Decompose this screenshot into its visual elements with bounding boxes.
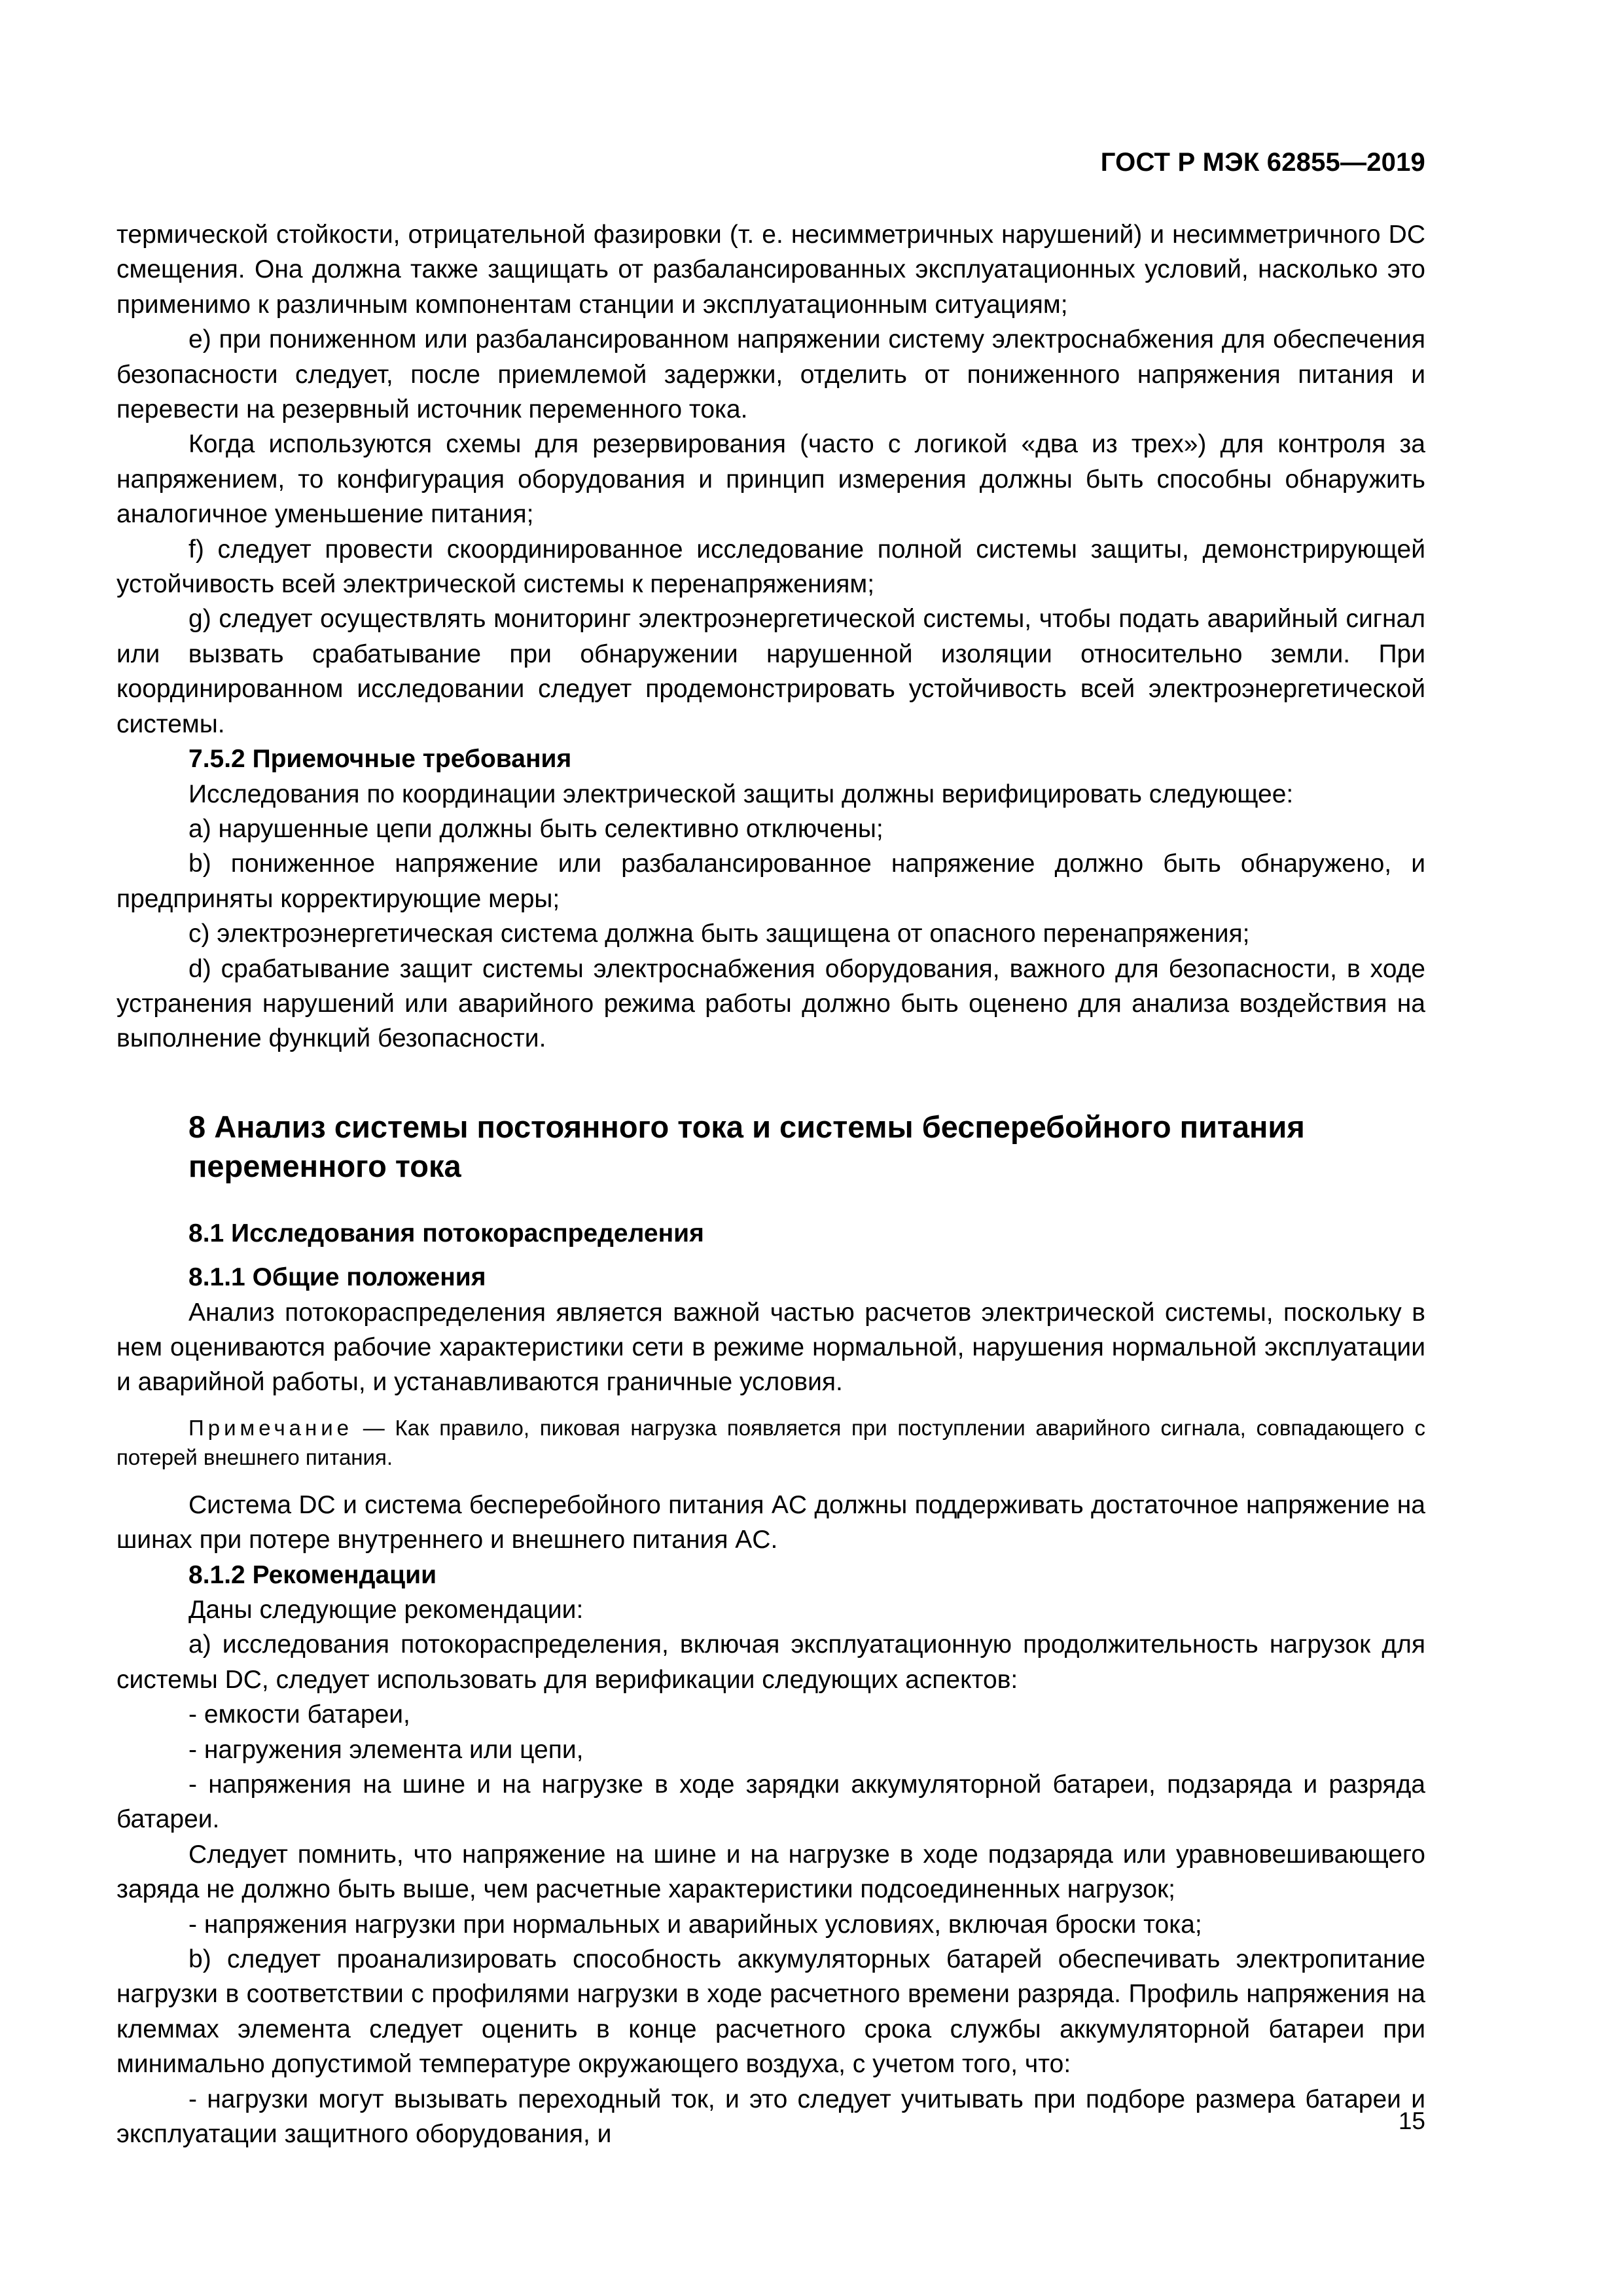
paragraph-remember: Следует помнить, что напряжение на шине и на нагрузке в ходе подзаряда или уравновешивающего заряда не должно быть выше, чем расчетные характеристики подсоединенных нагрузок;	[116, 1840, 1425, 1904]
list-item-8-1-2-a: a) исследования потокораспределения, включая эксплуатационную продолжительность нагрузок для системы DC, следует использовать для верификации следующих аспектов:	[116, 1630, 1425, 1694]
list-item-c: c) электроэнергетическая система должна быть защищена от опасного перенапряжения;	[188, 920, 1250, 948]
list-item-b: b) пониженное напряжение или разбалансированное напряжение должно быть обнаружено, и предприняты корректирующие меры;	[116, 850, 1425, 913]
note-text: — Как правило, пиковая нагрузка появляется при поступлении аварийного сигнала, совпадающего с потерей внешнего питания.	[116, 1415, 1425, 1469]
heading-8-1-1: 8.1.1 Общие положения	[188, 1263, 486, 1292]
list-item-d: d) срабатывание защит системы электроснабжения оборудования, важного для безопасности, в ходе устранения нарушений или аварийного режима работы должно быть оценено для анализа воздействия на выполнение функций безопасности.	[116, 954, 1425, 1053]
paragraph-7-5-2-intro: Исследования по координации электрической защиты должны верифицировать следующее:	[188, 780, 1294, 808]
page-body	[116, 217, 1425, 2152]
paragraph-item-f: f) следует провести скоординированное исследование полной системы защиты, демонстрирующей устойчивость всей электрической системы к перенапряжениям;	[116, 535, 1425, 599]
dash-item-transient-current: - нагрузки могут вызывать переходный ток, и это следует учитывать при подборе размера батареи и эксплуатации защитного оборудования, и	[116, 2085, 1425, 2149]
dash-item-battery-capacity: - емкости батареи,	[188, 1700, 410, 1729]
paragraph-8-1-1-dc: Система DC и система бесперебойного питания AC должны поддерживать достаточное напряжение на шинах при потере внутреннего и внешнего питания AC.	[116, 1490, 1425, 1554]
dash-item-element-loading: - нагружения элемента или цепи,	[188, 1735, 584, 1764]
paragraph-item-g: g) следует осуществлять мониторинг электроэнергетической системы, чтобы подать аварийный сигнал или вызвать срабатывание при обнаружении нарушенной изоляции относительно земли. При координированном исследовании следует продемонстрировать устойчивость всей электроэнергетической системы.	[116, 605, 1425, 738]
note	[116, 1413, 1425, 1472]
list-item-8-1-2-b: b) следует проанализировать способность аккумуляторных батарей обеспечивать электропитание нагрузки в соответствии с профилями нагрузки в ходе расчетного времени разряда. Профиль напряжения на клеммах элемента следует оценить в конце расчетного срока службы аккумуляторной батареи при минимально допустимой температуре окружающего воздуха, с учетом того, что:	[116, 1945, 1425, 2079]
document-code-header: ГОСТ Р МЭК 62855—2019	[1100, 148, 1425, 177]
paragraph-continuation: термической стойкости, отрицательной фазировки (т. е. несимметричных нарушений) и несимметричного DC смещения. Она должна также защищать от разбалансированных эксплуатационных условий, насколько это применимо к различным компонентам станции и эксплуатационным ситуациям;	[116, 221, 1425, 319]
heading-7-5-2: 7.5.2 Приемочные требования	[188, 745, 572, 774]
paragraph-8-1-1: Анализ потокораспределения является важной частью расчетов электрической системы, поскольку в нем оцениваются рабочие характеристики сети в режиме нормальной, нарушения нормальной эксплуатации и аварийной работы, и устанавливаются граничные условия.	[116, 1298, 1425, 1397]
heading-8-1-2: 8.1.2 Рекомендации	[188, 1560, 437, 1589]
heading-8-1: 8.1 Исследования потокораспределения	[188, 1219, 704, 1247]
list-item-a: a) нарушенные цепи должны быть селективно отключены;	[188, 814, 883, 843]
page-number: 15	[1398, 2108, 1425, 2134]
paragraph-8-1-2-intro: Даны следующие рекомендации:	[188, 1596, 584, 1624]
note-label: Примечание	[188, 1415, 353, 1440]
dash-item-load-voltage: - напряжения нагрузки при нормальных и аварийных условиях, включая броски тока;	[188, 1910, 1202, 1939]
paragraph-item-e: e) при пониженном или разбалансированном напряжении систему электроснабжения для обеспечения безопасности следует, после приемлемой задержки, отделить от пониженного напряжения питания и перевести на резервный источник переменного тока.	[116, 325, 1425, 424]
paragraph-redundancy: Когда используются схемы для резервирования (часто с логикой «два из трех») для контроля за напряжением, то конфигурация оборудования и принцип измерения должны быть способны обнаружить аналогичное уменьшение питания;	[116, 430, 1425, 529]
heading-section-8: 8 Анализ системы постоянного тока и системы бесперебойного питания переменного тока	[188, 1109, 1305, 1183]
dash-item-bus-voltage: - напряжения на шине и на нагрузке в ходе зарядки аккумуляторной батареи, подзаряда и разряда батареи.	[116, 1770, 1425, 1834]
